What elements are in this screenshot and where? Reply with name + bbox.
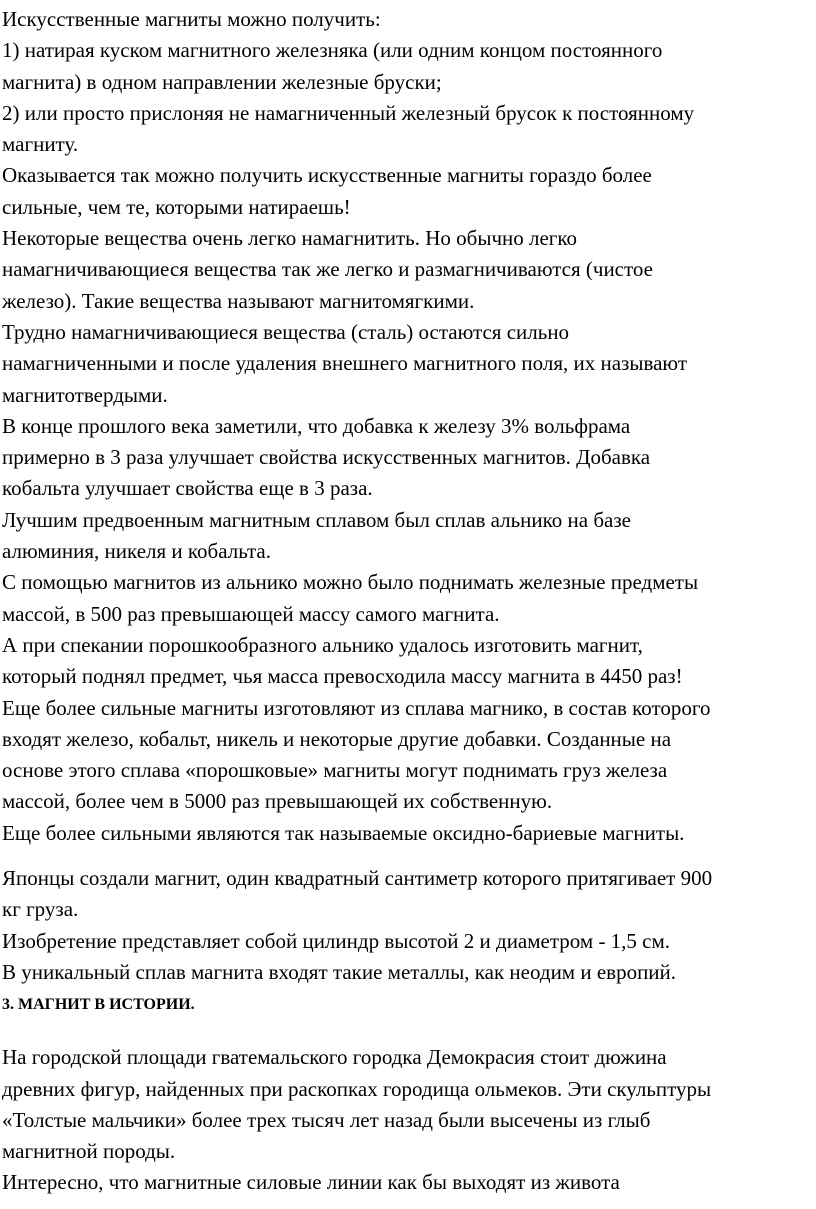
text-line: примерно в 3 раза улучшает свойства искусственных магнитов. Добавка <box>2 445 651 470</box>
text-line: намагниченными и после удаления внешнего магнитного поля, их называют <box>2 351 687 376</box>
text-line: На городской площади гватемальского городка Демокрасия стоит дюжина <box>2 1045 667 1070</box>
text-line: железо). Такие вещества называют магнитомягкими. <box>2 288 475 313</box>
text-line: Изобретение представляет собой цилиндр высотой 2 и диаметром - 1,5 см. <box>2 928 671 953</box>
text-line: магнита) в одном направлении железные бруски; <box>2 69 442 94</box>
text-block-history <box>2 1042 816 1198</box>
text-line: входят железо, кобальт, никель и некоторые другие добавки. Созданные на <box>2 726 672 751</box>
text-line: алюминия, никеля и кобальта. <box>2 539 272 564</box>
text-line: В конце прошлого века заметили, что добавка к железу 3% вольфрама <box>2 413 631 438</box>
text-line: 1) натирая куском магнитного железняка (или одним концом постоянного <box>2 38 663 63</box>
text-block-japan <box>2 863 816 988</box>
text-line: Искусственные магниты можно получить: <box>2 7 381 31</box>
text-line: кобальта улучшает свойства еще в 3 раза. <box>2 476 373 501</box>
text-line: магнитотвердыми. <box>2 382 168 407</box>
paragraph-gap <box>2 849 816 863</box>
text-line: Японцы создали магнит, один квадратный сантиметр которого притягивает 900 <box>2 866 713 891</box>
text-line: намагничивающиеся вещества так же легко и размагничиваются (чистое <box>2 257 653 282</box>
text-line: Интересно, что магнитные силовые линии как бы выходят из живота <box>2 1170 620 1195</box>
section-heading: 3. МАГНИТ В ИСТОРИИ. <box>2 996 195 1014</box>
text-line: Оказывается так можно получить искусственные магниты гораздо более <box>2 163 652 188</box>
text-line: Трудно намагничивающиеся вещества (сталь) остаются сильно <box>2 319 570 344</box>
text-block-main <box>2 4 816 849</box>
text-line: Лучшим предвоенным магнитным сплавом был сплав альнико на базе <box>2 507 631 532</box>
text-line: массой, более чем в 5000 раз превышающей их собственную. <box>2 789 553 814</box>
text-line: «Толстые мальчики» более трех тысяч лет назад были высечены из глыб <box>2 1107 651 1132</box>
text-line: кг груза. <box>2 897 79 922</box>
text-line: 2) или просто прислоняя не намагниченный железный брусок к постоянному <box>2 100 695 125</box>
text-line: основе этого сплава «порошковые» магниты могут поднимать груз железа <box>2 758 668 783</box>
text-line: Некоторые вещества очень легко намагнитить. Но обычно легко <box>2 226 578 251</box>
text-line: который поднял предмет, чья масса превосходила массу магнита в 4450 раз! <box>2 664 683 689</box>
text-line: массой, в 500 раз превышающей массу самого магнита. <box>2 601 500 626</box>
text-line: А при спекании порошкообразного альнико удалось изготовить магнит, <box>2 632 643 657</box>
text-line: Еще более сильными являются так называемые оксидно-бариевые магниты. <box>2 820 685 845</box>
text-line: древних фигур, найденных при раскопках городища ольмеков. Эти скульптуры <box>2 1076 712 1101</box>
text-line: С помощью магнитов из альнико можно было поднимать железные предметы <box>2 570 699 595</box>
text-line: магнитной породы. <box>2 1139 176 1164</box>
text-line: сильные, чем те, которыми натираешь! <box>2 194 351 219</box>
text-line: В уникальный сплав магнита входят такие металлы, как неодим и европий. <box>2 959 677 984</box>
text-line: Еще более сильные магниты изготовляют из сплава магнико, в состав которого <box>2 695 711 720</box>
text-line: магниту. <box>2 132 79 157</box>
